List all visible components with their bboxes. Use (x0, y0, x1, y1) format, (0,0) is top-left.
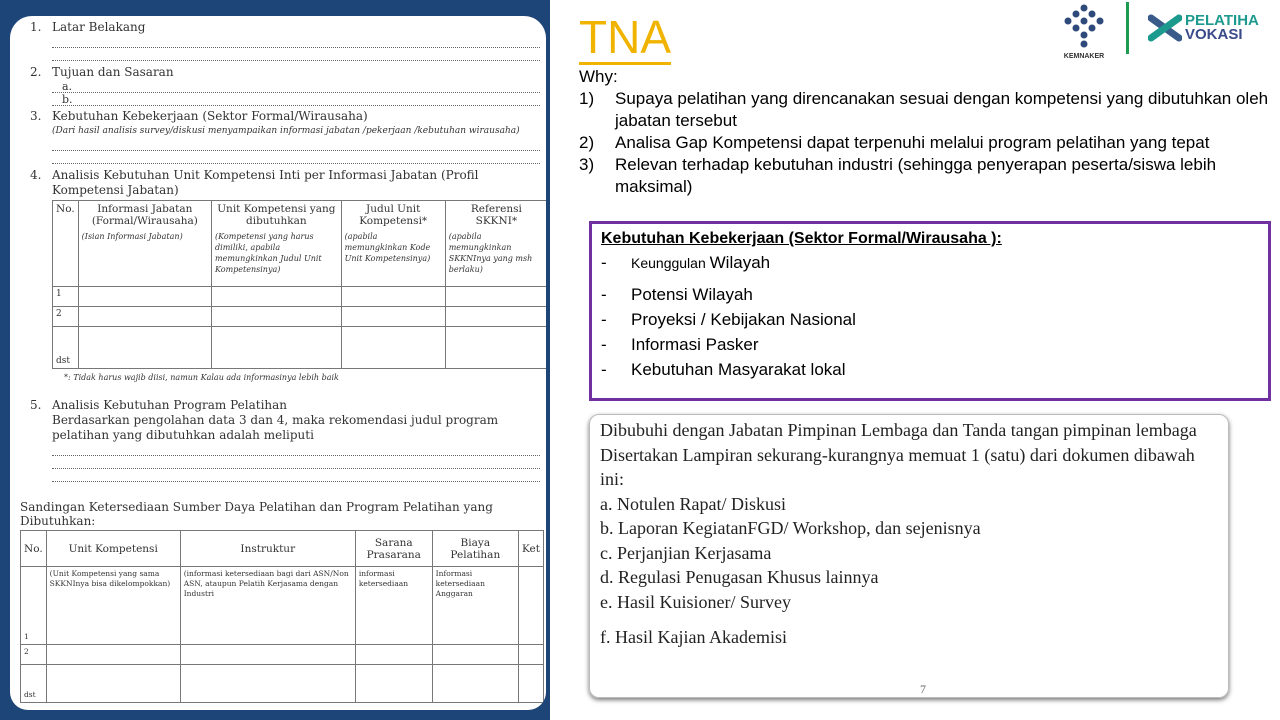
dotted-line (52, 151, 540, 164)
resource-table (20, 530, 544, 703)
table-cell (518, 567, 543, 645)
bullet: - (601, 285, 607, 304)
table-cell (78, 327, 211, 369)
table-cell (78, 307, 211, 327)
bullet: - (601, 253, 607, 272)
section-1: 1. Latar Belakang (30, 20, 146, 34)
box-item-text: Potensi Wilayah (631, 285, 753, 304)
table-header-row (21, 531, 544, 567)
table-cell (355, 665, 432, 703)
table-row (53, 327, 547, 369)
box-item (601, 310, 1259, 330)
doc-line: e. Hasil Kuisioner/ Survey (600, 591, 791, 612)
table-cell: 2 (21, 645, 47, 665)
dotted-line (52, 443, 540, 456)
form-image-panel (0, 0, 550, 720)
table-cell: 2 (53, 307, 79, 327)
header-hint: (Kompetensi yang harus dimiliki, apabila memungkinkan Judul Unit Kompetensinya) (215, 232, 322, 274)
vokasi-emblem-icon (1148, 14, 1182, 42)
dotted-line (52, 469, 540, 482)
table-cell (212, 307, 342, 327)
box-item-text: Proyeksi / Kebijakan Nasional (631, 310, 856, 329)
dotted-line (52, 138, 540, 151)
box-item-text: Wilayah (709, 253, 771, 272)
reason-item (579, 132, 1279, 154)
doc-line: a. Notulen Rapat/ Diskusi (600, 493, 786, 514)
reason-number: 2) (579, 133, 595, 152)
dotted-line (52, 456, 540, 469)
dotted-line (52, 35, 540, 48)
section-6-title: Sandingan Ketersediaan Sumber Daya Pelatihan dan Program Pelatihan yang Dibutuhkan: (20, 500, 493, 528)
box-item-text: Kebutuhan Masyarakat lokal (631, 360, 846, 379)
box-item-label (631, 310, 856, 330)
table-cell (180, 645, 355, 665)
reason-text: Analisa Gap Kompetensi dapat terpenuhi melalui program pelatihan yang tepat (615, 133, 1210, 152)
column-header (212, 201, 342, 287)
kemnaker-logo: KEMNAKER (1054, 4, 1114, 60)
header-hint: (apabila memungkinkan Kode Unit Kompetensinya) (344, 232, 431, 263)
reason-item (579, 88, 1279, 132)
section-4: 4. Analisis Kebutuhan Unit Kompetensi Inti per Informasi Jabatan (Profil Kompetensi Jabatan) (30, 168, 479, 197)
header-label: Referensi SKKNI* (470, 203, 522, 227)
box-item-text: Informasi Pasker (631, 335, 759, 354)
doc-line: c. Perjanjian Kerjasama (600, 542, 772, 563)
header-label: Judul Unit Kompetensi* (359, 203, 428, 227)
table-cell (341, 287, 445, 307)
section-3-note: (Dari hasil analisis survey/diskusi menyampaikan informasi jabatan /pekerjaan /kebutuhan wirausaha) (52, 126, 520, 136)
reason-text: Supaya pelatihan yang direncanakan sesuai dengan kompetensi yang dibutuhkan oleh jabatan tersebut (615, 89, 1269, 130)
column-header (78, 201, 211, 287)
table-cell (445, 307, 546, 327)
table-cell (341, 307, 445, 327)
pelatihan-vokasi-logo: PELATIHA VOKASI (1148, 14, 1259, 42)
page-number: 7 (920, 682, 926, 696)
column-header (53, 201, 79, 287)
table-cell: informasi ketersediaan (355, 567, 432, 645)
table-cell (212, 287, 342, 307)
bullet: - (601, 310, 607, 329)
table-cell: (informasi ketersediaan bagi dari ASN/Non ASN, ataupun Pelatih Kerjasama dengan Industri (180, 567, 355, 645)
column-header (445, 201, 546, 287)
header-label: Unit Kompetensi yang dibutuhkan (217, 203, 336, 227)
box-item (601, 360, 1259, 380)
bullet: - (601, 360, 607, 379)
dotted-line (52, 48, 540, 61)
section-3: 3. Kebutuhan Kebekerjaan (Sektor Formal/Wirausaha) (30, 109, 368, 123)
table-cell (180, 665, 355, 703)
column-header: No. (21, 531, 47, 567)
dotted-line-a: a. (52, 80, 540, 93)
table-cell: dst (53, 327, 79, 369)
box-item-label (631, 335, 759, 355)
doc-line: b. Laporan KegiatanFGD/ Workshop, dan sejenisnya (600, 518, 981, 538)
table-cell: dst (21, 665, 47, 703)
table-footnote: *: Tidak harus wajib diisi, namun Kalau ada informasinya lebih baik (64, 373, 339, 382)
competency-table (52, 200, 546, 369)
reason-item (579, 154, 1279, 198)
doc-line: d. Regulasi Penugasan Khusus lainnya (600, 567, 879, 587)
doc-line: Dibubuhi dengan Jabatan Pimpinan Lembaga dan Tanda tangan pimpinan lembaga (600, 420, 1197, 440)
section-2: 2. Tujuan dan Sasaran (30, 65, 174, 79)
why-label: Why: (579, 67, 618, 86)
table-cell: 1 (21, 567, 47, 645)
bullet: - (601, 335, 607, 354)
kebutuhan-box (589, 221, 1271, 401)
table-cell (355, 645, 432, 665)
table-cell (46, 665, 180, 703)
reason-text: Relevan terhadap kebutuhan industri (sehingga penyerapan peserta/siswa lebih maksimal) (615, 155, 1217, 196)
column-header: Sarana Prasarana (355, 531, 432, 567)
section-5: 5. Analisis Kebutuhan Program Pelatihan (30, 398, 288, 412)
form-document (10, 16, 546, 710)
table-cell (432, 665, 518, 703)
table-cell (518, 665, 543, 703)
box-item-label (631, 285, 753, 305)
box-item (601, 335, 1259, 355)
column-header (341, 201, 445, 287)
table-row (53, 287, 547, 307)
table-cell (432, 645, 518, 665)
column-header: Instruktur (180, 531, 355, 567)
dotted-line-b: b. (52, 93, 540, 106)
table-cell: 1 (53, 287, 79, 307)
slide-content (560, 0, 1280, 720)
requirements-document (589, 414, 1229, 698)
reason-number: 1) (579, 89, 595, 108)
column-header: Biaya Pelatihan (432, 531, 518, 567)
column-header: Unit Kompetensi (46, 531, 180, 567)
header-label: Informasi Jabatan (Formal/Wirausaha) (91, 203, 198, 227)
table-cell (445, 287, 546, 307)
logo-divider (1126, 2, 1129, 54)
section-5-body: Berdasarkan pengolahan data 3 dan 4, maka rekomendasi judul program pelatihan yang dibutuhkan adalah meliputi (52, 413, 499, 442)
table-cell (341, 327, 445, 369)
table-row (21, 665, 544, 703)
table-cell (445, 327, 546, 369)
reason-number: 3) (579, 155, 595, 174)
table-row (53, 307, 547, 327)
header-hint: (apabila memungkinkan SKKNInya yang msh berlaku) (448, 232, 533, 274)
table-row (21, 567, 544, 645)
table-row (21, 645, 544, 665)
box-item (601, 253, 1259, 273)
box-item (601, 285, 1259, 305)
kemnaker-emblem-icon (1060, 4, 1108, 48)
doc-line: Disertakan Lampiran sekurang-kurangnya memuat 1 (satu) dari dokumen dibawah ini: (600, 444, 1195, 489)
table-header-row (53, 201, 547, 287)
table-cell (46, 645, 180, 665)
box-item-label (631, 360, 846, 380)
header-hint: (Isian Informasi Jabatan) (81, 232, 183, 241)
table-cell (518, 645, 543, 665)
column-header: Ket (518, 531, 543, 567)
reasons-list (579, 88, 1279, 198)
box-title: Kebutuhan Kebekerjaan (Sektor Formal/Wirausaha ): (601, 230, 1002, 247)
table-cell (78, 287, 211, 307)
box-item-label (631, 253, 770, 273)
doc-line: f. Hasil Kajian Akademisi (600, 627, 787, 647)
table-cell: Informasi ketersediaan Anggaran (432, 567, 518, 645)
slide-title: TNA (579, 11, 671, 63)
box-item-small: Keunggulan (631, 255, 710, 271)
header-label: No. (56, 203, 75, 215)
table-cell: (Unit Kompetensi yang sama SKKNInya bisa dikelompokkan) (46, 567, 180, 645)
table-cell (212, 327, 342, 369)
